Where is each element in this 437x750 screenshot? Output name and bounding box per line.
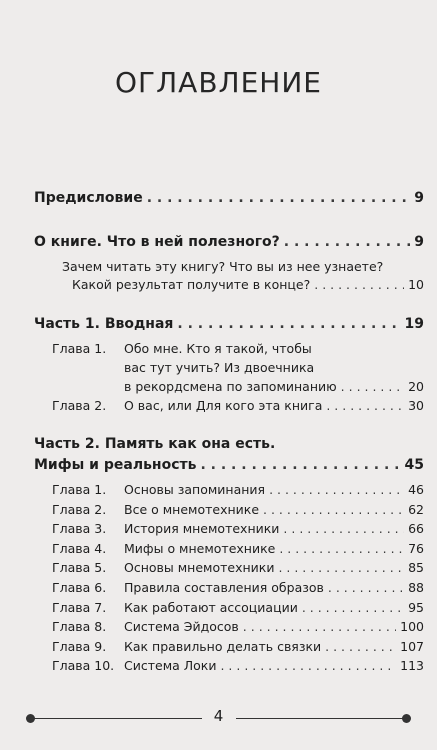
toc-chapter-part1-ch2 bbox=[52, 396, 424, 416]
toc-entry-label: Мифы и реальность bbox=[34, 457, 197, 473]
toc-entry-label: История мнемотехники bbox=[124, 521, 280, 537]
toc-entry-preface bbox=[34, 188, 424, 208]
toc-entry-part2-line1: Часть 2. Память как она есть. bbox=[34, 436, 276, 452]
toc-entry-page: 62 bbox=[408, 501, 424, 517]
toc-entry-label: Правила составления образов bbox=[124, 580, 324, 595]
toc-entry-page: 85 bbox=[408, 560, 424, 576]
toc-entry-page: 10 bbox=[408, 277, 424, 292]
toc-entry-page: 20 bbox=[408, 379, 424, 394]
toc-entry-page: 45 bbox=[404, 457, 424, 473]
page-number: 4 bbox=[213, 707, 224, 725]
toc-entry-page: 88 bbox=[408, 580, 424, 595]
toc-chapter-prefix: Глава 6. bbox=[52, 580, 107, 595]
dot-leader bbox=[220, 656, 396, 676]
dot-leader bbox=[283, 519, 404, 539]
toc-chapter-row bbox=[52, 617, 424, 637]
dot-leader bbox=[269, 480, 404, 500]
toc-entry-about-book bbox=[34, 232, 424, 252]
toc-chapter-row bbox=[52, 637, 424, 657]
dot-leader bbox=[200, 455, 400, 475]
toc-chapter-row bbox=[52, 500, 424, 520]
toc-chapter-row bbox=[52, 558, 424, 578]
toc-chapter-row bbox=[52, 656, 424, 676]
toc-chapter-prefix: Глава 2. bbox=[52, 398, 107, 413]
toc-entry-page: 19 bbox=[404, 316, 424, 332]
toc-chapter-prefix: Глава 4. bbox=[52, 540, 107, 556]
dot-leader bbox=[325, 637, 396, 657]
toc-entry-page: 113 bbox=[400, 658, 424, 674]
toc-entry-page: 9 bbox=[414, 190, 424, 206]
dot-leader bbox=[147, 188, 411, 208]
toc-chapter-prefix: Глава 5. bbox=[52, 560, 107, 576]
toc-chapter-prefix: Глава 7. bbox=[52, 599, 107, 615]
toc-entry-page: 95 bbox=[408, 599, 424, 615]
toc-subentry-result bbox=[72, 275, 424, 295]
toc-entry-page: 100 bbox=[400, 619, 424, 635]
toc-chapter-prefix: Глава 1. bbox=[52, 482, 107, 497]
toc-chapter-row bbox=[52, 539, 424, 559]
toc-chapter-prefix: Глава 8. bbox=[52, 619, 107, 635]
page-title: ОГЛАВЛЕНИЕ bbox=[115, 66, 322, 99]
toc-entry-page: 66 bbox=[408, 521, 424, 537]
dot-leader bbox=[177, 314, 400, 334]
toc-entry-page: 30 bbox=[408, 398, 424, 413]
toc-chapter-prefix: Глава 1. bbox=[52, 341, 107, 356]
toc-entry-label: Система Эйдосов bbox=[124, 619, 239, 635]
dot-leader bbox=[284, 232, 410, 252]
toc-chapter-prefix: Глава 10. bbox=[52, 658, 115, 674]
toc-chapter-line: вас тут учить? Из двоечника bbox=[124, 360, 315, 375]
toc-chapter-row bbox=[52, 598, 424, 618]
toc-entry-label: О книге. Что в ней полезного? bbox=[34, 234, 280, 250]
toc-chapter-prefix: Глава 2. bbox=[52, 501, 107, 517]
toc-entry-label: Мифы о мнемотехнике bbox=[124, 540, 276, 556]
dot-leader bbox=[341, 377, 404, 397]
footer-dot-right bbox=[402, 714, 411, 723]
toc-entry-page: 46 bbox=[408, 482, 424, 497]
toc-entry-page: 9 bbox=[414, 234, 424, 250]
dot-leader bbox=[328, 578, 404, 598]
dot-leader bbox=[278, 558, 404, 578]
toc-chapter-prefix: Глава 3. bbox=[52, 521, 107, 537]
dot-leader bbox=[326, 396, 404, 416]
dot-leader bbox=[302, 598, 404, 618]
toc-chapter-row bbox=[52, 519, 424, 539]
toc-entry-label: Как работают ассоциации bbox=[124, 599, 298, 615]
toc-entry-part2 bbox=[34, 455, 424, 475]
toc-entry-label: Все о мнемотехнике bbox=[124, 501, 260, 517]
toc-entry-label: в рекордсмена по запоминанию bbox=[124, 379, 337, 394]
toc-subentry-why: Зачем читать эту книгу? Что вы из нее узнаете? bbox=[62, 259, 384, 274]
dot-leader bbox=[243, 617, 396, 637]
toc-entry-page: 107 bbox=[400, 638, 424, 654]
toc-entry-part1 bbox=[34, 314, 424, 334]
toc-entry-label: Предисловие bbox=[34, 190, 143, 206]
toc-entry-label: Какой результат получите в конце? bbox=[72, 277, 311, 292]
toc-entry-label: Как правильно делать связки bbox=[124, 638, 322, 654]
toc-chapter-row bbox=[52, 578, 424, 598]
toc-entry-label: О вас, или Для кого эта книга bbox=[124, 398, 323, 413]
dot-leader bbox=[263, 500, 404, 520]
dot-leader bbox=[279, 539, 404, 559]
toc-entry-label: Часть 1. Вводная bbox=[34, 316, 174, 332]
toc-chapter-part1-ch1 bbox=[124, 377, 424, 397]
dot-leader bbox=[314, 275, 404, 295]
toc-chapter-prefix: Глава 9. bbox=[52, 638, 107, 654]
toc-chapter-line: Обо мне. Кто я такой, чтобы bbox=[124, 341, 312, 356]
toc-entry-label: Основы мнемотехники bbox=[124, 560, 275, 576]
toc-entry-label: Основы запоминания bbox=[124, 482, 266, 497]
toc-entry-label: Система Локи bbox=[124, 658, 217, 674]
toc-chapter-row bbox=[52, 480, 424, 500]
footer-rule-right bbox=[236, 718, 406, 719]
toc-entry-page: 76 bbox=[408, 540, 424, 556]
